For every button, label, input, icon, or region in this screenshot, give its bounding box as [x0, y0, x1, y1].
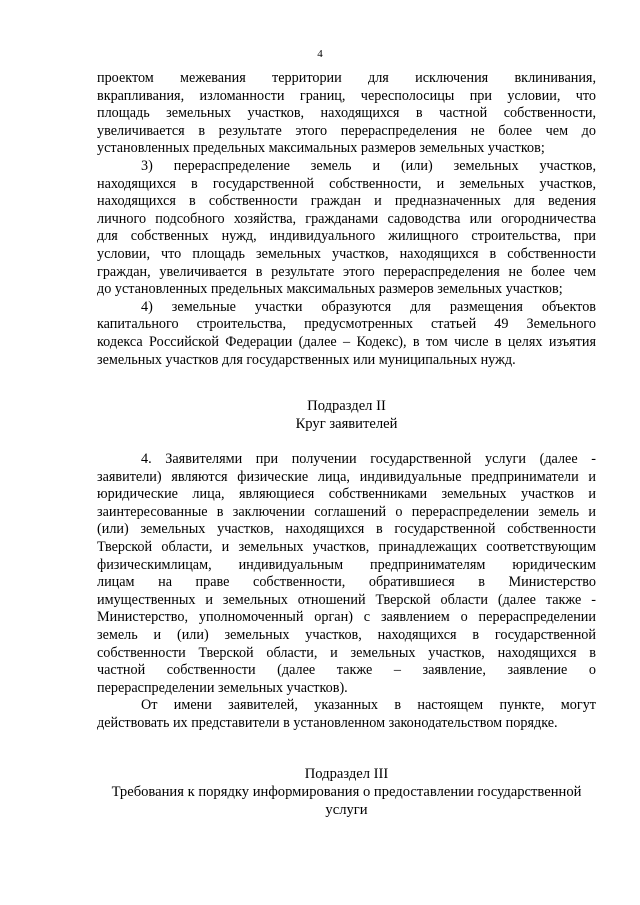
- text-line: От имени заявителей, указанных в настоящем пункте, могут: [141, 697, 596, 714]
- text-line: Министерство, уполномоченный орган) с заявлением о перераспределении: [97, 609, 596, 626]
- text-line: личного подсобного хозяйства, гражданами садоводства или огородничества: [97, 210, 596, 227]
- paragraph-block-1: [97, 70, 596, 369]
- text-line: капитального строительства, предусмотренных статьей 49 Земельного: [97, 316, 596, 333]
- section-2-title: Подраздел II: [307, 398, 386, 414]
- text-line: действовать их представители в установленном законодательством порядке.: [97, 714, 558, 731]
- text-line: вкрапливания, изломанности границ, чересполосицы при условии, что: [97, 87, 596, 104]
- text-line: увеличивается в результате этого перераспределения не более чем до: [97, 122, 596, 139]
- section-2-subtitle: Круг заявителей: [295, 416, 398, 432]
- text-line: находящихся в собственности граждан и предназначенных для ведения: [97, 193, 596, 210]
- section-3-subtitle-line-1: Требования к порядку информирования о предоставлении государственной: [111, 784, 582, 800]
- text-line: 4. Заявителями при получении государственной услуги (далее -: [141, 451, 596, 467]
- text-line: условии, что площадь земельных участков, находящихся в собственности: [97, 245, 596, 262]
- paragraph-block-2: [97, 451, 596, 733]
- text-line: перераспределении земельных участков).: [97, 679, 348, 696]
- text-line: заявители) являются физические лица, индивидуальные предприниматели и: [97, 468, 596, 485]
- text-line: юридические лица, являющиеся собственниками земельных участков и: [97, 486, 596, 503]
- text-line: имущественных и земельных отношений Тверской области (далее также -: [97, 591, 596, 608]
- page-number: 4: [317, 48, 323, 60]
- text-line: установленных предельных максимальных размеров земельных участков;: [97, 140, 545, 157]
- text-line: граждан, увеличивается в результате этого перераспределения не более чем: [97, 263, 596, 280]
- section-3-subtitle-line-2: услуги: [325, 802, 368, 818]
- text-line: для собственных нужд, индивидуального жилищного строительства, при: [97, 228, 596, 245]
- text-line: частной собственности (далее также – заявление, заявление о: [97, 662, 596, 679]
- text-line: 4) земельные участки образуются для размещения объектов: [141, 298, 596, 315]
- section-3-title: Подраздел III: [304, 766, 389, 782]
- text-line: заинтересованные в заключении соглашений о перераспределении земель и: [97, 503, 596, 520]
- text-line: земельных участков для государственных или муниципальных нужд.: [97, 351, 516, 368]
- text-line: физическимлицам, индивидуальным предпринимателям юридическим: [97, 556, 596, 573]
- text-line: Тверской области, и земельных участков, принадлежащих соответствующим: [97, 538, 596, 555]
- text-line: находящихся в государственной собственности, и земельных участков,: [97, 175, 596, 192]
- text-line: кодекса Российской Федерации (далее – Кодекс), в том числе в целях изъятия: [97, 333, 596, 350]
- text-line: собственности Тверской области, и земельных участков, находящихся в: [97, 644, 596, 661]
- text-line: (или) земельных участков, находящихся в государственной собственности: [97, 521, 596, 538]
- text-line: площадь земельных участков, находящихся в частной собственности,: [97, 105, 596, 122]
- text-line: лицам на праве собственности, обратившиеся в Министерство: [97, 574, 596, 591]
- text-line: проектом межевания территории для исключения вклинивания,: [97, 70, 596, 86]
- text-line: до установленных предельных максимальных размеров земельных участков;: [97, 281, 563, 298]
- text-line: 3) перераспределение земель и (или) земельных участков,: [141, 157, 596, 174]
- text-line: земель и (или) земельных участков, находящихся в государственной: [97, 626, 596, 643]
